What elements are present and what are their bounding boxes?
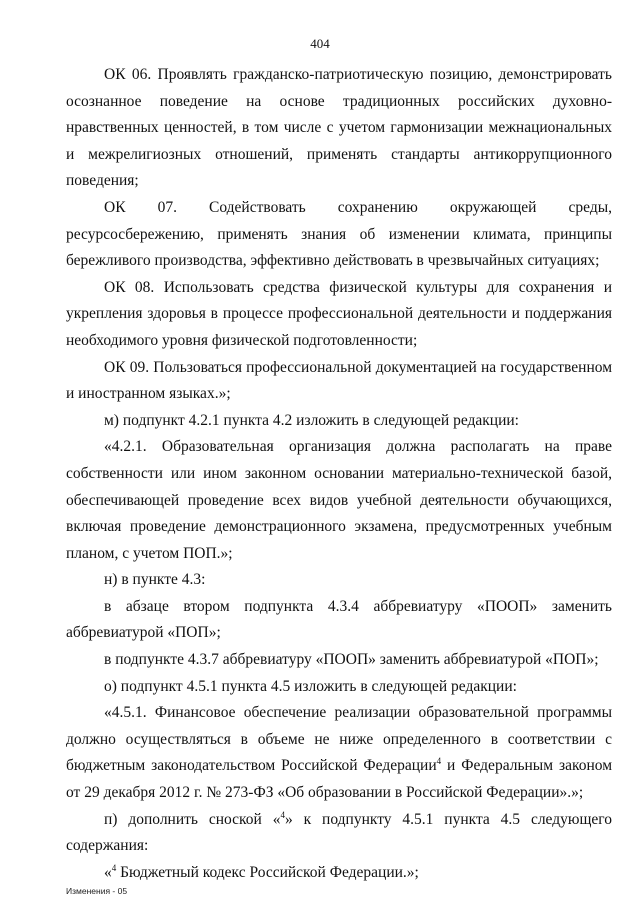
text-run: п) дополнить сноской «: [104, 810, 281, 828]
footnote-ref: 4: [111, 862, 117, 873]
paragraph-ok-09: ОК 09. Пользоваться профессиональной документацией на государственном и иностранном языках.»;: [66, 358, 612, 403]
text-run: Бюджетный кодекс Российской Федерации.»;: [116, 863, 419, 881]
paragraph-item-p: [66, 807, 612, 860]
paragraph-4-2-1: «4.2.1. Образовательная организация должна располагать на праве собственности или ином законном основании материально-технической базой, обеспечивающей проведение всех видов учебной деятельности обучающихся, включая проведение демонстрационного экзамена, предусмотренных учебным планом, с учетом ПОП.»;: [66, 438, 612, 562]
paragraph-item-n: н) в пункте 4.3:: [104, 571, 206, 589]
paragraph-4-3-7: в подпункте 4.3.7 аббревиатуру «ПООП» заменить аббревиатурой «ПОП»;: [104, 651, 599, 669]
paragraph-ok-07: ОК 07. Содействовать сохранению окружающей среды, ресурсосбережению, применять знания об изменении климата, принципы бережливого производства, эффективно действовать в чрезвычайных ситуациях;: [66, 198, 612, 270]
document-body: [66, 62, 612, 886]
paragraph-item-m: м) подпункт 4.2.1 пункта 4.2 изложить в следующей редакции:: [104, 411, 519, 429]
text-run: «4.5.1. Финансовое обеспечение реализации образовательной программы должно осуществляться в объеме не ниже определенного в соответствии с бюджетным законодательством Российской Федерации: [66, 704, 612, 775]
footer-revision-note: Изменения - 05: [66, 886, 128, 896]
paragraph-ok-06: ОК 06. Проявлять гражданско-патриотическую позицию, демонстрировать осознанное поведение на основе традиционных российских духовно-нравственных ценностей, в том числе с учетом гармонизации межнациональных и межрелигиозных отношений, применять стандарты антикоррупционного поведения;: [66, 66, 612, 190]
text-run: и Федеральным законом от 29 декабря 2012 г. № 273-ФЗ «Об образовании в Российской Федерации».»;: [66, 757, 612, 802]
page-number: 404: [310, 36, 330, 51]
footnote-ref: 4: [280, 809, 285, 820]
paragraph-4-3-4: в абзаце втором подпункта 4.3.4 аббревиатуру «ПООП» заменить аббревиатурой «ПОП»;: [66, 597, 612, 642]
paragraph-ok-08: ОК 08. Использовать средства физической культуры для сохранения и укрепления здоровья в процессе профессиональной деятельности и поддержания необходимого уровня физической подготовленности;: [66, 278, 612, 349]
paragraph-footnote-text: [66, 860, 612, 887]
footnote-ref: 4: [436, 756, 442, 767]
text-run: » к подпункту 4.5.1 пункта 4.5 следующего содержания:: [66, 810, 612, 855]
paragraph-item-o: о) подпункт 4.5.1 пункта 4.5 изложить в следующей редакции:: [104, 677, 517, 695]
paragraph-4-5-1: [66, 700, 612, 806]
text-run: «: [104, 863, 112, 881]
